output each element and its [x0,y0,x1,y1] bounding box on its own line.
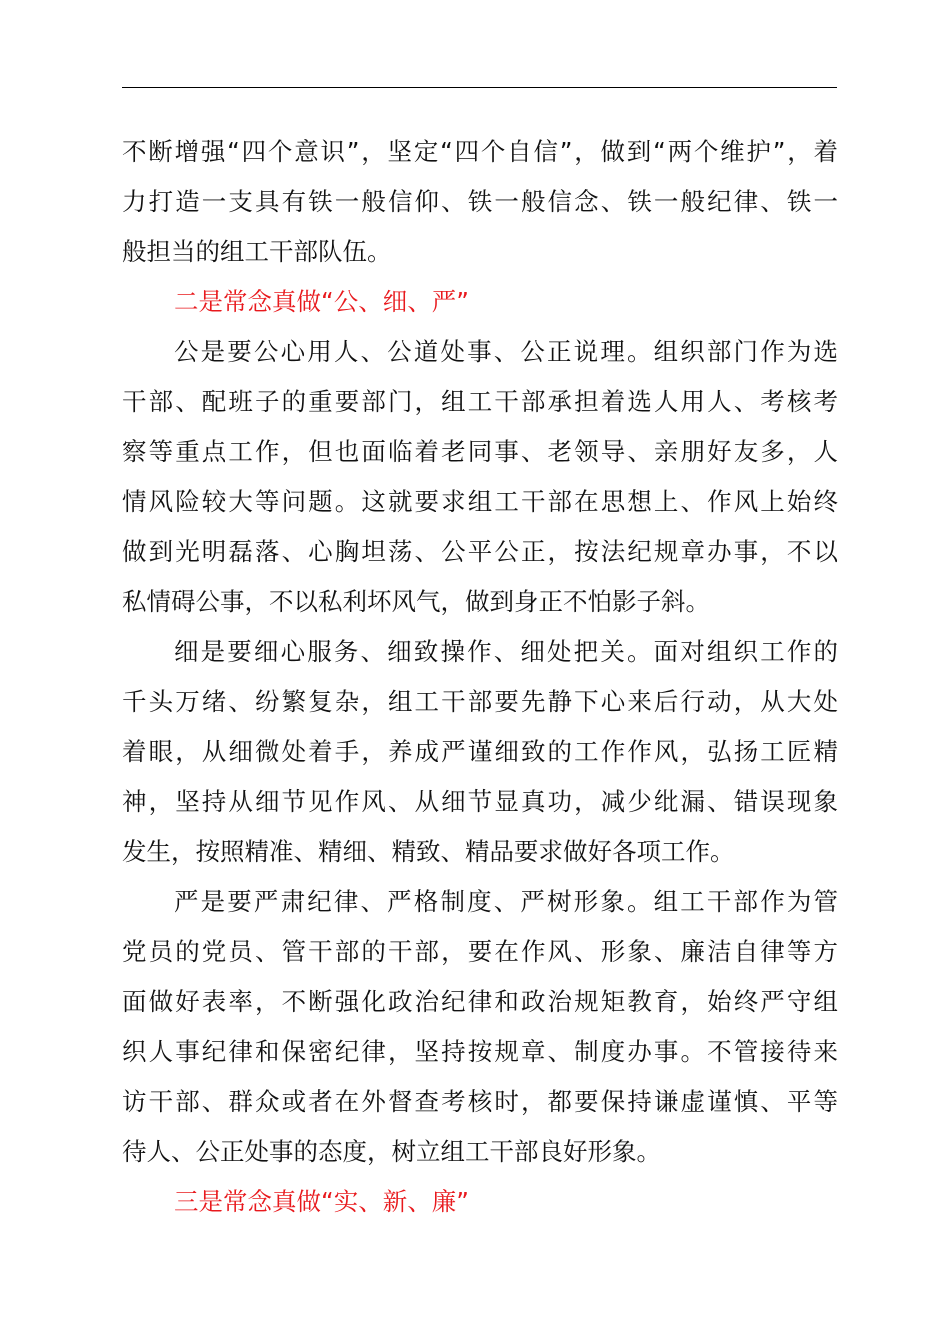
text-line: 不断增强“四个意识”，坚定“四个自信”，做到“两个维护”，着 [122,137,838,166]
text-line: 着眼，从细微处着手，养成严谨细致的工作作风，弘扬工匠精 [122,737,838,766]
text-line: 干部、配班子的重要部门，组工干部承担着选人用人、考核考 [122,387,838,416]
header-rule [122,87,837,88]
text-line: 般担当的组工干部队伍。 [122,237,392,266]
text-line: 公是要公心用人、公道处事、公正说理。组织部门作为选 [174,337,838,366]
text-line: 做到光明磊落、心胸坦荡、公平公正，按法纪规章办事，不以 [122,537,838,566]
text-line: 细是要细心服务、细致操作、细处把关。面对组织工作的 [174,637,838,666]
text-line: 情风险较大等问题。这就要求组工干部在思想上、作风上始终 [122,487,838,516]
text-line: 面做好表率，不断强化政治纪律和政治规矩教育，始终严守组 [122,987,838,1016]
text-line: 严是要严肃纪律、严格制度、严树形象。组工干部作为管 [174,887,838,916]
text-line: 力打造一支具有铁一般信仰、铁一般信念、铁一般纪律、铁一 [122,187,838,216]
text-line: 千头万绪、纷繁复杂，组工干部要先静下心来后行动，从大处 [122,687,838,716]
text-line: 织人事纪律和保密纪律，坚持按规章、制度办事。不管接待来 [122,1037,838,1066]
document-body [122,127,838,1227]
text-line: 党员的党员、管干部的干部，要在作风、形象、廉洁自律等方 [122,937,838,966]
section-heading: 三是常念真做“实、新、廉” [174,1187,469,1216]
text-line: 私情碍公事，不以私利坏风气，做到身正不怕影子斜。 [122,587,710,616]
text-line: 待人、公正处事的态度，树立组工干部良好形象。 [122,1137,661,1166]
text-line: 发生，按照精准、精细、精致、精品要求做好各项工作。 [122,837,735,866]
text-line: 访干部、群众或者在外督查考核时，都要保持谦虚谨慎、平等 [122,1087,838,1116]
section-heading: 二是常念真做“公、细、严” [174,287,469,316]
text-line: 神，坚持从细节见作风、从细节显真功，减少纰漏、错误现象 [122,787,838,816]
text-line: 察等重点工作，但也面临着老同事、老领导、亲朋好友多，人 [122,437,838,466]
